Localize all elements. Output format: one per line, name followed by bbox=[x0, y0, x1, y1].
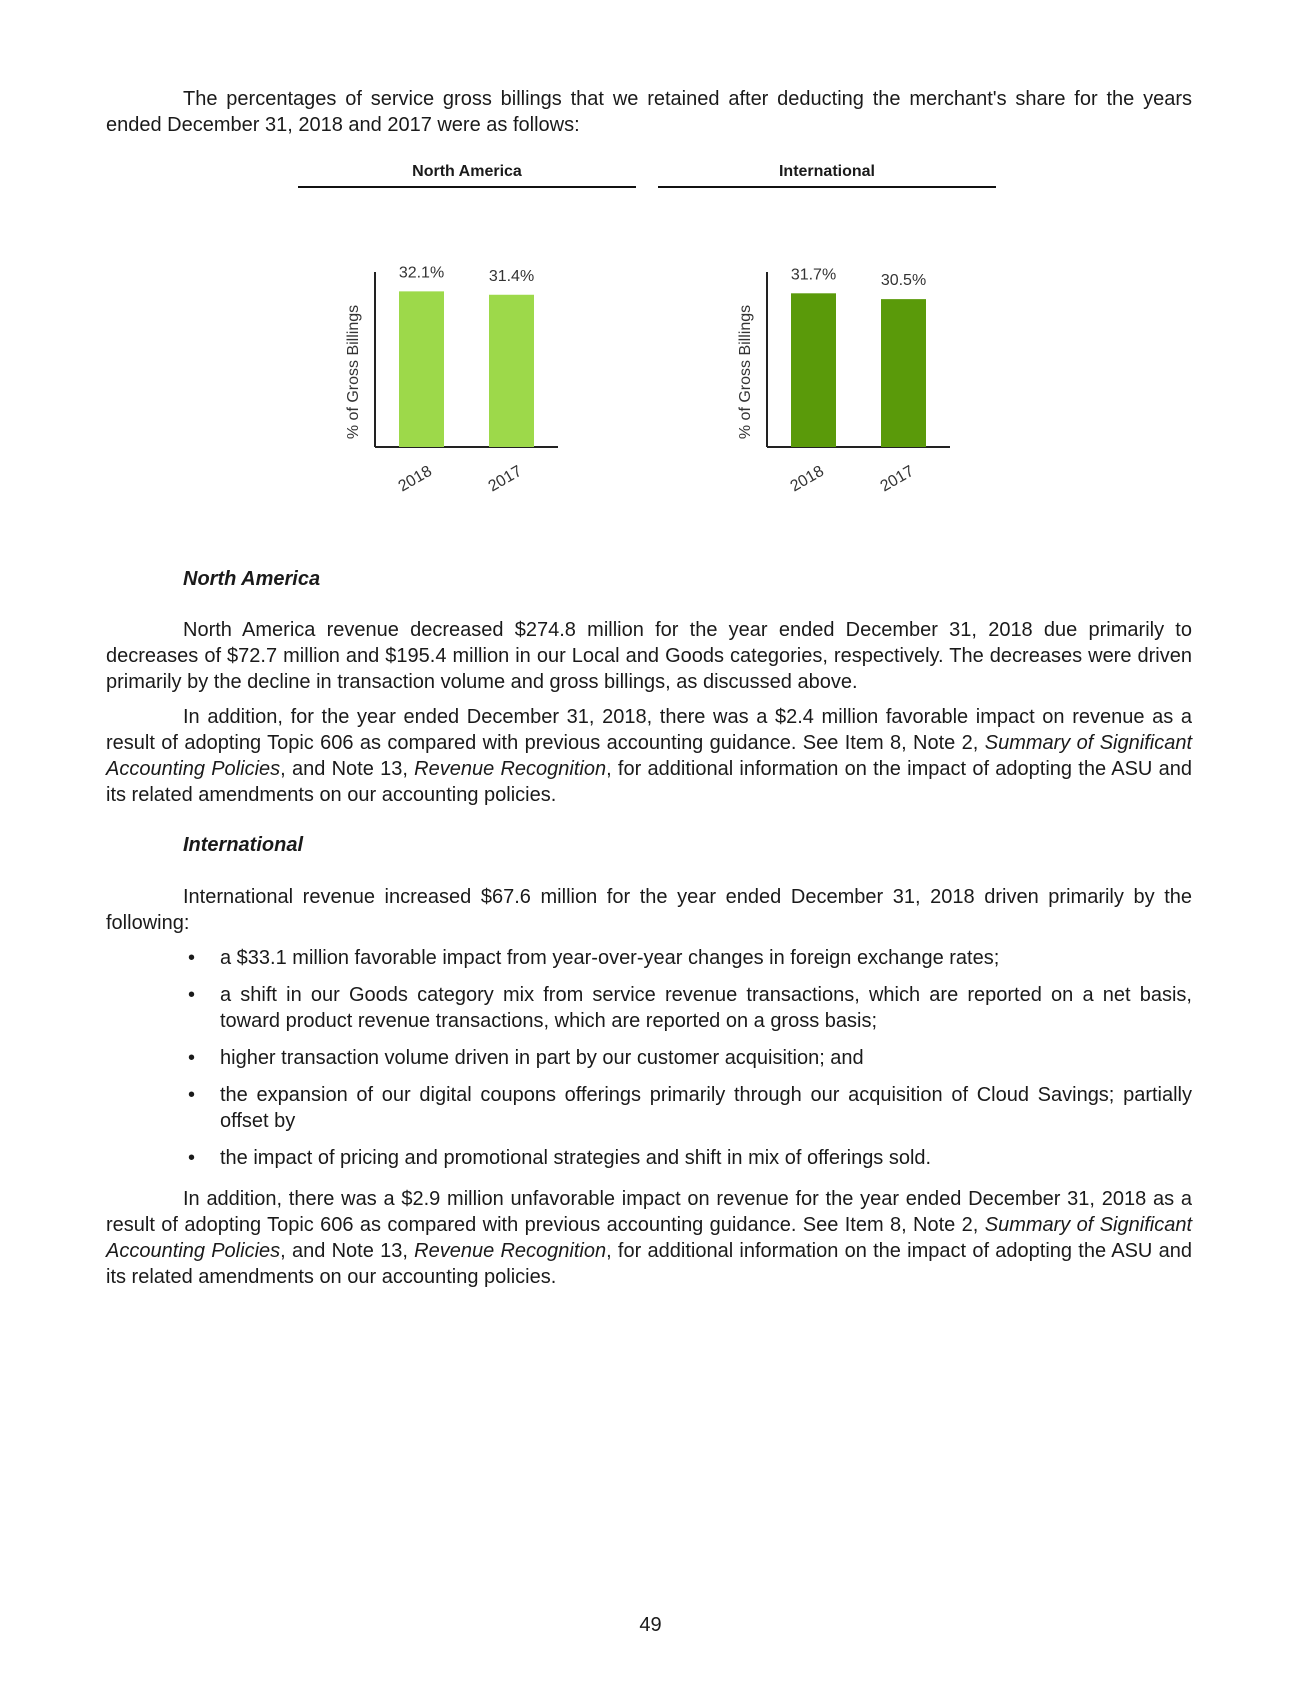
international-bar-2017 bbox=[881, 299, 926, 447]
north-america-y-axis-label: % of Gross Billings bbox=[345, 304, 362, 440]
international-paragraph-2: In addition, there was a $2.9 million unfavorable impact on revenue for the year ended December 31, 2018 as a result of adopting Topic 606 as compared with previous accounting guidance. See Item 8, Note 2, Summary of Significant Accounting Policies, and Note 13, Revenue Recognition, for additional information on the impact of adopting the ASU and its related amendments on our accounting policies. bbox=[106, 1188, 1192, 1288]
north-america-tick-label-2018: 2018 bbox=[395, 462, 435, 496]
north-america-paragraph-1: North America revenue decreased $274.8 million for the year ended December 31, 2018 due primarily to decreases of $72.7 million and $195.4 million in our Local and Goods categories, respectively. The decreases were driven primarily by the decline in transaction volume and gross billings, as discussed above. bbox=[106, 619, 1192, 693]
international-bar-2018 bbox=[791, 293, 836, 447]
north-america-paragraph-2: In addition, for the year ended December 31, 2018, there was a $2.4 million favorable impact on revenue as a result of adopting Topic 606 as compared with previous accounting guidance. See Item 8, Note 2, Summary of Significant Accounting Policies, and Note 13, Revenue Recognition, for additional information on the impact of adopting the ASU and its related amendments on our accounting policies. bbox=[106, 706, 1192, 806]
international-y-axis-label: % of Gross Billings bbox=[737, 304, 754, 440]
north-america-bar-2018 bbox=[399, 291, 444, 447]
international-tick-label-2017: 2017 bbox=[877, 462, 917, 496]
international-data-label-2018: 31.7% bbox=[790, 266, 837, 284]
north-america-chart-title: North America bbox=[412, 163, 522, 180]
international-tick-label-2018: 2018 bbox=[787, 462, 827, 496]
intro-paragraph: The percentages of service gross billings that we retained after deducting the merchant's share for the years ended December 31, 2018 and 2017 were as follows: bbox=[106, 88, 1192, 136]
north-america-tick-label-2017: 2017 bbox=[485, 462, 525, 496]
list-item: • a $33.1 million favorable impact from year-over-year changes in foreign exchange rates; bbox=[188, 947, 1000, 969]
bar-charts bbox=[0, 150, 1301, 530]
international-data-label-2017: 30.5% bbox=[880, 272, 927, 290]
list-item: • a shift in our Goods category mix from service revenue transactions, which are reported on a net basis, toward product revenue transactions, which are reported on a gross basis; bbox=[188, 984, 1192, 1032]
international-heading: International bbox=[183, 834, 304, 856]
list-item: • the impact of pricing and promotional strategies and shift in mix of offerings sold. bbox=[188, 1147, 932, 1169]
list-item: • higher transaction volume driven in part by our customer acquisition; and bbox=[188, 1047, 864, 1069]
page-number: 49 bbox=[639, 1614, 662, 1636]
international-paragraph-1: International revenue increased $67.6 million for the year ended December 31, 2018 driven primarily by the following: bbox=[106, 886, 1192, 934]
list-item: • the expansion of our digital coupons offerings primarily through our acquisition of Cloud Savings; partially offset by bbox=[188, 1084, 1192, 1132]
north-america-heading: North America bbox=[183, 568, 321, 590]
charts-area bbox=[0, 150, 1301, 530]
north-america-data-label-2017: 31.4% bbox=[488, 267, 535, 285]
international-chart-title: International bbox=[778, 163, 876, 180]
north-america-bar-2017 bbox=[489, 295, 534, 447]
international-bullet-list bbox=[183, 945, 1192, 1182]
north-america-data-label-2018: 32.1% bbox=[398, 264, 445, 282]
